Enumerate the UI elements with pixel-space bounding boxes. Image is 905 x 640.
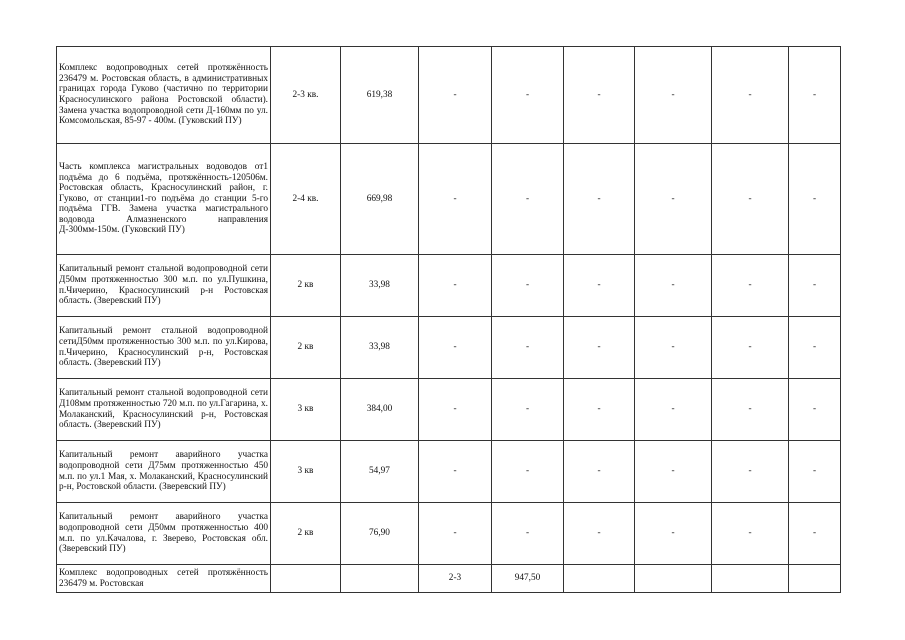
- period-cell: [271, 565, 341, 593]
- value-cell: -: [635, 144, 712, 255]
- value-cell: -: [789, 379, 841, 441]
- value-cell: -: [712, 47, 789, 144]
- cost-cell: 33,98: [341, 317, 419, 379]
- object-description: Капитальный ремонт стальной водопроводной сети Д108мм протяженностью 720 м.п. по ул.Гагарина, х. Молаканский, Красносулинский р-н, Ростовская область. (Зверевский ПУ): [57, 379, 271, 441]
- value-cell: 2-3: [419, 565, 492, 593]
- value-cell: -: [564, 255, 635, 317]
- value-cell: -: [789, 144, 841, 255]
- value-cell: -: [712, 503, 789, 565]
- cost-cell: 384,00: [341, 379, 419, 441]
- cost-cell: 33,98: [341, 255, 419, 317]
- value-cell: -: [564, 441, 635, 503]
- value-cell: -: [635, 503, 712, 565]
- value-cell: -: [564, 47, 635, 144]
- value-cell: -: [492, 503, 564, 565]
- value-cell: -: [712, 379, 789, 441]
- value-cell: -: [635, 47, 712, 144]
- cost-cell: 619,38: [341, 47, 419, 144]
- object-description: Комплекс водопроводных сетей протяжённость 236479 м. Ростовская: [57, 565, 271, 593]
- value-cell: -: [492, 317, 564, 379]
- value-cell: -: [419, 503, 492, 565]
- value-cell: -: [712, 255, 789, 317]
- cost-cell: [341, 565, 419, 593]
- value-cell: -: [492, 47, 564, 144]
- value-cell: -: [712, 144, 789, 255]
- period-cell: 2-3 кв.: [271, 47, 341, 144]
- value-cell: -: [789, 317, 841, 379]
- value-cell: -: [419, 379, 492, 441]
- value-cell: [789, 565, 841, 593]
- value-cell: -: [789, 255, 841, 317]
- table-row: [57, 441, 841, 503]
- value-cell: -: [419, 255, 492, 317]
- value-cell: -: [419, 144, 492, 255]
- object-description: Капитальный ремонт стальной водопроводной сети Д50мм протяженностью 300 м.п. по ул.Пушкина, п.Чичерино, Красносулинский р-н Ростовская область. (Зверевский ПУ): [57, 255, 271, 317]
- value-cell: 947,50: [492, 565, 564, 593]
- table-row: [57, 379, 841, 441]
- object-description: Капитальный ремонт аварийного участка водопроводной сети Д50мм протяженностью 400 м.п. по ул.Качалова, г. Зверево, Ростовская обл. (Зверевский ПУ): [57, 503, 271, 565]
- value-cell: -: [712, 317, 789, 379]
- investment-program-table: [56, 46, 841, 593]
- value-cell: -: [789, 47, 841, 144]
- value-cell: -: [564, 379, 635, 441]
- value-cell: -: [419, 47, 492, 144]
- cost-cell: 54,97: [341, 441, 419, 503]
- value-cell: [712, 565, 789, 593]
- value-cell: -: [635, 317, 712, 379]
- value-cell: -: [564, 144, 635, 255]
- period-cell: 2-4 кв.: [271, 144, 341, 255]
- value-cell: -: [419, 441, 492, 503]
- period-cell: 3 кв: [271, 441, 341, 503]
- value-cell: [635, 565, 712, 593]
- value-cell: -: [564, 503, 635, 565]
- table-row: [57, 317, 841, 379]
- value-cell: -: [564, 317, 635, 379]
- value-cell: -: [492, 441, 564, 503]
- value-cell: -: [712, 441, 789, 503]
- value-cell: -: [492, 144, 564, 255]
- value-cell: -: [635, 379, 712, 441]
- table-row: [57, 503, 841, 565]
- cost-cell: 669,98: [341, 144, 419, 255]
- value-cell: -: [492, 255, 564, 317]
- object-description: Капитальный ремонт аварийного участка водопроводной сети Д75мм протяженностью 450 м.п. по ул.1 Мая, х. Молаканский, Красносулинский р-н, Ростовской области. (Зверевский ПУ): [57, 441, 271, 503]
- period-cell: 3 кв: [271, 379, 341, 441]
- value-cell: [564, 565, 635, 593]
- object-description: Часть комплекса магистральных водоводов от1 подъёма до 6 подъёма, протяжённость-120506м. Ростовская область, Красносулинский район, г. Гуково, от станции1-го подъёма до станции 5-го подъёма ГГВ. Замена участка магистрального водовода Алмазненского направления Д-300мм-150м. (Гуковский ПУ): [57, 144, 271, 255]
- object-description: Капитальный ремонт стальной водопроводной сетиД50мм протяженностью 300 м.п. по ул.Кирова, п.Чичерино, Красносулинский р-н, Ростовская область. (Зверевский ПУ): [57, 317, 271, 379]
- value-cell: -: [635, 255, 712, 317]
- table-row: [57, 255, 841, 317]
- table-row: [57, 144, 841, 255]
- value-cell: -: [492, 379, 564, 441]
- period-cell: 2 кв: [271, 317, 341, 379]
- table-row: [57, 565, 841, 593]
- cost-cell: 76,90: [341, 503, 419, 565]
- value-cell: -: [419, 317, 492, 379]
- period-cell: 2 кв: [271, 503, 341, 565]
- value-cell: -: [789, 441, 841, 503]
- object-description: Комплекс водопроводных сетей протяжённость 236479 м. Ростовская область, в административных границах города Гуково (частично по территории Красносулинского района Ростовской области). Замена участка водопроводной сети Д-160мм по ул. Комсомольская, 85-97 - 400м. (Гуковский ПУ): [57, 47, 271, 144]
- period-cell: 2 кв: [271, 255, 341, 317]
- table-row: [57, 47, 841, 144]
- value-cell: -: [635, 441, 712, 503]
- value-cell: -: [789, 503, 841, 565]
